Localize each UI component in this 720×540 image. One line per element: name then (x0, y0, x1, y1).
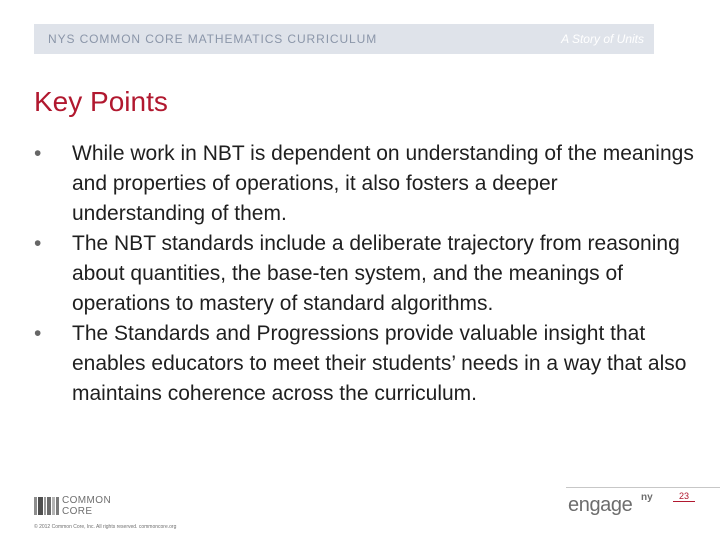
bullet-text: While work in NBT is dependent on understanding of the meanings and properties of operations, it also fosters a deeper understanding of them. (72, 142, 694, 225)
page-number: 23 (673, 491, 695, 502)
footer-divider (566, 487, 720, 488)
ny-superscript: ny (641, 492, 653, 503)
bullet-icon: • (34, 322, 42, 345)
common-core-logo (34, 495, 134, 519)
common-core-line1: COMMON (62, 495, 112, 506)
bullet-text: The Standards and Progressions provide valuable insight that enables educators to meet their students’ needs in a way that also maintains coherence across the curriculum. (72, 322, 687, 405)
slide-title: Key Points (34, 86, 168, 117)
bullet-icon: • (34, 232, 42, 255)
bullet-icon: • (34, 142, 42, 165)
bullet-item (34, 229, 694, 319)
engage-wordmark: engage (568, 494, 633, 516)
common-core-bars-icon (34, 495, 60, 515)
bullet-item (34, 139, 694, 229)
header-bar (34, 24, 654, 54)
bullet-text: The NBT standards include a deliberate trajectory from reasoning about quantities, the base-ten system, and the meanings of operations to mastery of standard algorithms. (72, 232, 680, 315)
story-of-units-label: A Story of Units (561, 32, 644, 46)
bullet-item (34, 319, 694, 409)
copyright-text: © 2012 Common Core, Inc. All rights reserved. commoncore.org (34, 524, 177, 530)
curriculum-label: NYS COMMON CORE MATHEMATICS CURRICULUM (48, 32, 378, 46)
key-points-list (34, 139, 694, 409)
common-core-wordmark (62, 495, 111, 517)
engageny-logo (568, 494, 660, 520)
common-core-line2: CORE (62, 506, 93, 517)
